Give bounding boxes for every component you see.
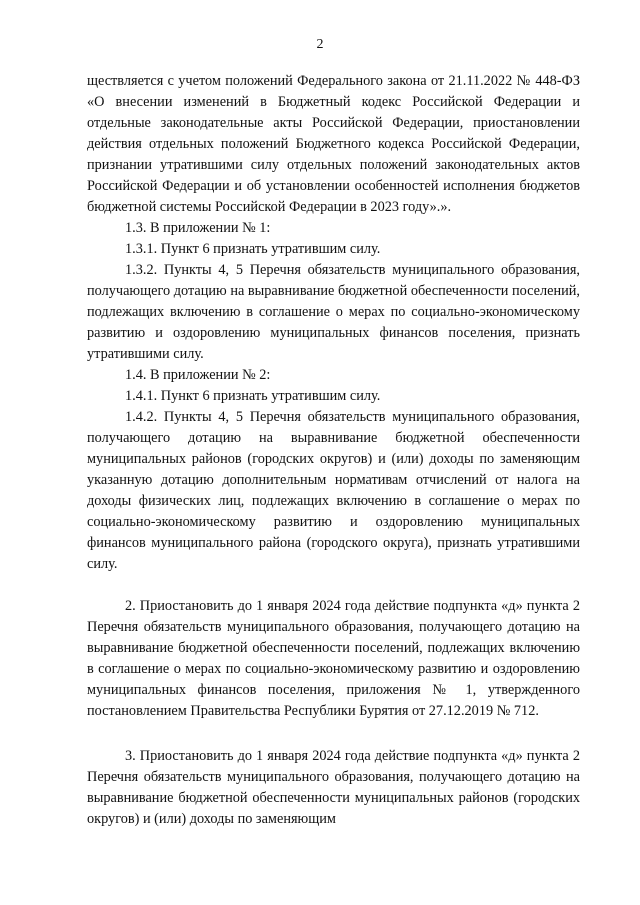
paragraph-continuation: ществляется с учетом положений Федерального закона от 21.11.2022 № 448-ФЗ «О внесении изменений в Бюджетный кодекс Российской Федерации и отдельные законодательные акты Российской Федерации, приостановлении действия отдельных положений Бюджетного кодекса Российской Федерации, признании утратившими силу отдельных положений законодательных актов Российской Федерации и об установлении особенностей исполнения бюджетов бюджетной системы Российской Федерации в 2023 году».». bbox=[87, 73, 580, 215]
paragraph-1-4-1: 1.4.1. Пункт 6 признать утратившим силу. bbox=[125, 388, 381, 404]
paragraph-1-3: 1.3. В приложении № 1: bbox=[125, 220, 271, 236]
paragraph-3: 3. Приостановить до 1 января 2024 года действие подпункта «д» пункта 2 Перечня обязательств муниципального образования, получающего дотацию на выравнивание бюджетной обеспеченности муниципальных районов (городских округов) и (или) доходы по заменяющим bbox=[87, 748, 580, 827]
paragraph-1-4: 1.4. В приложении № 2: bbox=[125, 367, 271, 383]
paragraph-1-4-2: 1.4.2. Пункты 4, 5 Перечня обязательств муниципального образования, получающего дотацию на выравнивание бюджетной обеспеченности муниципальных районов (городских округов) и (или) доходы по заменяющим указанную дотацию дополнительным нормативам отчислений от налога на доходы физических лиц, подлежащих включению в соглашение о мерах по социально-экономическому развитию и оздоровлению муниципальных финансов муниципального района (городского округа), признать утратившими силу. bbox=[87, 409, 580, 572]
page-number: 2 bbox=[316, 37, 324, 52]
paragraph-2: 2. Приостановить до 1 января 2024 года действие подпункта «д» пункта 2 Перечня обязательств муниципального образования, получающего дотацию на выравнивание бюджетной обеспеченности поселений, подлежащих включению в соглашение о мерах по социально-экономическому развитию и оздоровлению муниципальных финансов поселения, приложения № 1, утвержденного постановлением Правительства Республики Бурятия от 27.12.2019 № 712. bbox=[87, 598, 580, 719]
document-body bbox=[87, 71, 580, 830]
paragraph-1-3-2: 1.3.2. Пункты 4, 5 Перечня обязательств муниципального образования, получающего дотацию на выравнивание бюджетной обеспеченности поселений, подлежащих включению в соглашение о мерах по социально-экономическому развитию и оздоровлению муниципальных финансов поселения, признать утратившими силу. bbox=[87, 262, 580, 362]
paragraph-1-3-1: 1.3.1. Пункт 6 признать утратившим силу. bbox=[125, 241, 381, 257]
